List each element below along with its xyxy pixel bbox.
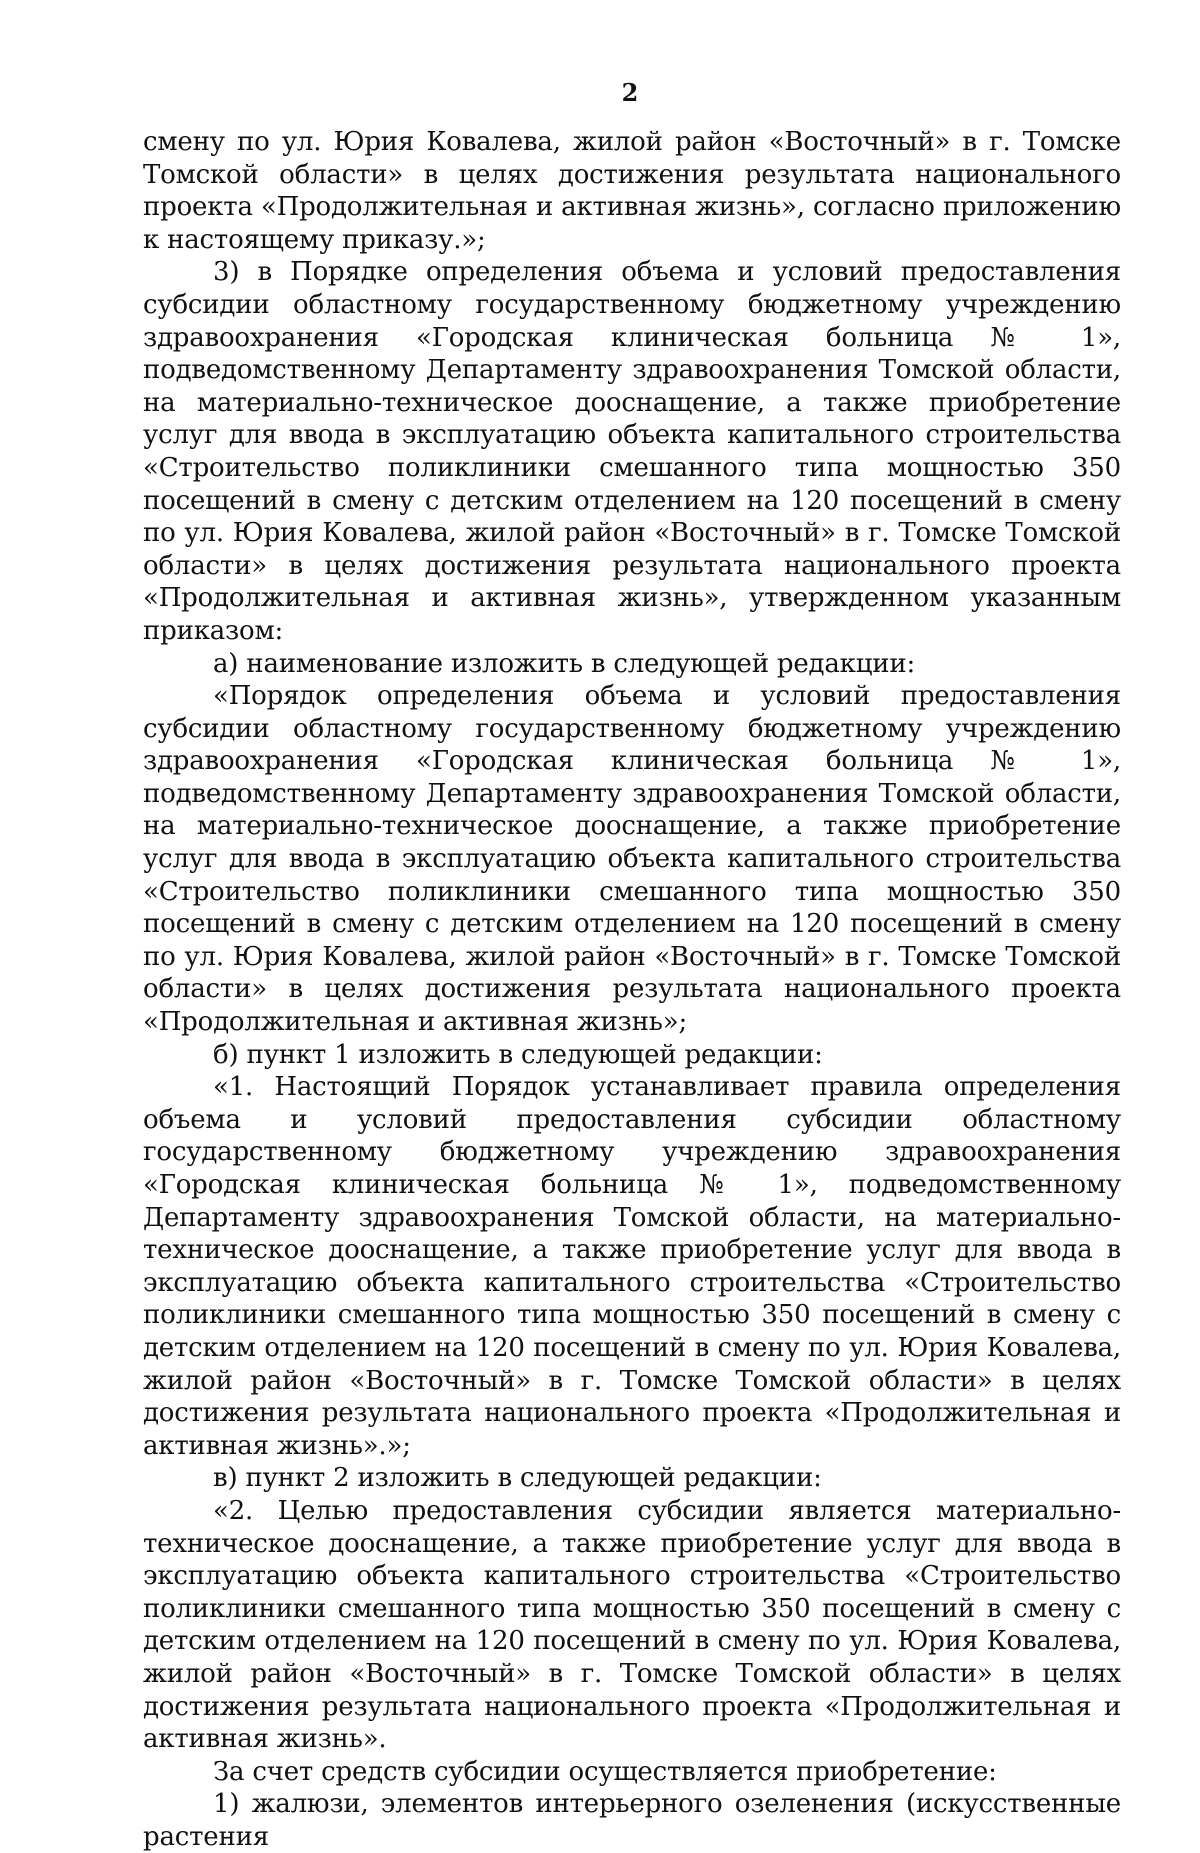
document-body [143, 126, 1121, 1853]
paragraph: «1. Настоящий Порядок устанавливает правила определения объема и условий предоставления субсидии областному государственному бюджетному учреждению здравоохранения «Городская клиническая больница № 1», подведомственному Департаменту здравоохранения Томской области, на материально-техническое дооснащение, а также приобретение услуг для ввода в эксплуатацию объекта капитального строительства «Строительство поликлиники смешанного типа мощностью 350 посещений в смену с детским отделением на 120 посещений в смену по ул. Юрия Ковалева, жилой район «Восточный» в г. Томске Томской области» в целях достижения результата национального проекта «Продолжительная и активная жизнь».»; [143, 1072, 1121, 1461]
paragraph: «Порядок определения объема и условий предоставления субсидии областному государственному бюджетному учреждению здравоохранения «Городская клиническая больница № 1», подведомственному Департаменту здравоохранения Томской области, на материально-техническое дооснащение, а также приобретение услуг для ввода в эксплуатацию объекта капитального строительства «Строительство поликлиники смешанного типа мощностью 350 посещений в смену с детским отделением на 120 посещений в смену по ул. Юрия Ковалева, жилой район «Восточный» в г. Томске Томской области» в целях достижения результата национального проекта «Продолжительная и активная жизнь»; [143, 681, 1121, 1038]
paragraph: смену по ул. Юрия Ковалева, жилой район «Восточный» в г. Томске Томской области» в целях достижения результата национального проекта «Продолжительная и активная жизнь», согласно приложению к настоящему приказу.»; [143, 127, 1121, 255]
paragraph: б) пункт 1 изложить в следующей редакции: [213, 1039, 823, 1070]
paragraph: «2. Целью предоставления субсидии является материально-техническое дооснащение, а также приобретение услуг для ввода в эксплуатацию объекта капитального строительства «Строительство поликлиники смешанного типа мощностью 350 посещений в смену с детским отделением на 120 посещений в смену по ул. Юрия Ковалева, жилой район «Восточный» в г. Томске Томской области» в целях достижения результата национального проекта «Продолжительная и активная жизнь». [143, 1495, 1121, 1755]
page-number: 2 [621, 78, 639, 107]
paragraph: За счет средств субсидии осуществляется приобретение: [213, 1756, 997, 1787]
paragraph: 1) жалюзи, элементов интерьерного озеленения (искусственные растения [143, 1789, 1121, 1852]
paragraph: в) пункт 2 изложить в следующей редакции: [213, 1463, 822, 1494]
paragraph: а) наименование изложить в следующей редакции: [213, 648, 916, 679]
paragraph: 3) в Порядке определения объема и условий предоставления субсидии областному государственному бюджетному учреждению здравоохранения «Городская клиническая больница № 1», подведомственному Департаменту здравоохранения Томской области, на материально-техническое дооснащение, а также приобретение услуг для ввода в эксплуатацию объекта капитального строительства «Строительство поликлиники смешанного типа мощностью 350 посещений в смену с детским отделением на 120 посещений в смену по ул. Юрия Ковалева, жилой район «Восточный» в г. Томске Томской области» в целях достижения результата национального проекта «Продолжительная и активная жизнь», утвержденном указанным приказом: [143, 257, 1121, 646]
